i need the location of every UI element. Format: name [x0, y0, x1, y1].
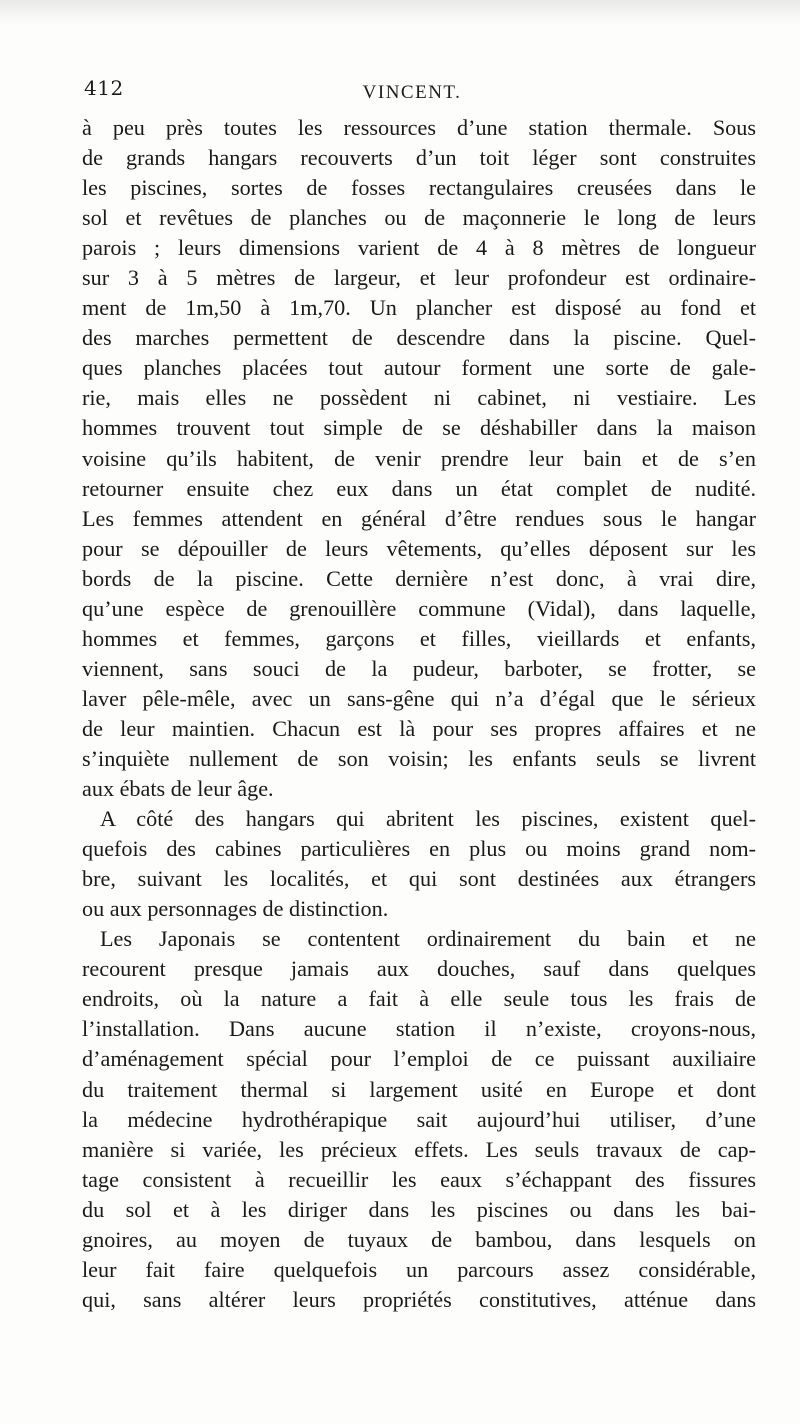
text-line: voisine qu’ils habitent, de venir prendre leur bain et de s’en — [82, 445, 756, 471]
text-line: la médecine hydrothérapique sait aujourd’hui utiliser, d’une — [82, 1106, 756, 1132]
text-line: l’installation. Dans aucune station il n’existe, croyons-nous, — [82, 1016, 756, 1042]
text-line: sol et revêtues de planches ou de maçonnerie le long de leurs — [82, 205, 756, 231]
text-line: du sol et à les diriger dans les piscines ou dans les bai- — [82, 1196, 756, 1222]
text-line: endroits, où la nature a fait à elle seule tous les frais de — [82, 986, 756, 1012]
text-line: aux ébats de leur âge. — [82, 776, 274, 802]
scan-edge — [0, 0, 800, 26]
text-line: bords de la piscine. Cette dernière n’est donc, à vrai dire, — [82, 565, 756, 591]
text-line: s’inquiète nullement de son voisin; les enfants seuls se livrent — [82, 745, 756, 771]
text-line: de leur maintien. Chacun est là pour ses propres affaires et ne — [82, 715, 756, 741]
text-line: A côté des hangars qui abritent les piscines, existent quel- — [100, 806, 756, 832]
text-line: Les femmes attendent en général d’être rendues sous le hangar — [82, 505, 756, 531]
text-line: qu’une espèce de grenouillère commune (Vidal), dans laquelle, — [82, 595, 756, 621]
text-line: quefois des cabines particulières en plus ou moins grand nom- — [82, 836, 756, 862]
text-line: les piscines, sortes de fosses rectangulaires creusées dans le — [82, 175, 756, 201]
text-line: pour se dépouiller de leurs vêtements, qu’elles déposent sur les — [82, 535, 756, 561]
running-title: VINCENT. — [362, 82, 462, 103]
text-line: retourner ensuite chez eux dans un état complet de nudité. — [82, 475, 756, 501]
text-line: du traitement thermal si largement usité en Europe et dont — [82, 1076, 756, 1102]
text-line: rie, mais elles ne possèdent ni cabinet, ni vestiaire. Les — [82, 385, 756, 411]
page-number: 412 — [84, 76, 124, 100]
text-line: ques planches placées tout autour forment une sorte de gale- — [82, 355, 756, 381]
text-line: qui, sans altérer leurs propriétés constitutives, atténue dans — [82, 1286, 756, 1312]
text-line: laver pêle-mêle, avec un sans-gêne qui n’a d’égal que le sérieux — [82, 685, 756, 711]
text-line: parois ; leurs dimensions varient de 4 à 8 mètres de longueur — [82, 235, 756, 261]
text-line: recourent presque jamais aux douches, sauf dans quelques — [82, 956, 756, 982]
body-text — [82, 113, 756, 1315]
text-line: hommes trouvent tout simple de se déshabiller dans la maison — [82, 415, 756, 441]
text-line: hommes et femmes, garçons et filles, vieillards et enfants, — [82, 625, 756, 651]
running-head — [0, 76, 800, 108]
text-line: manière si variée, les précieux effets. Les seuls travaux de cap- — [82, 1136, 756, 1162]
text-line: bre, suivant les localités, et qui sont destinées aux étrangers — [82, 866, 756, 892]
text-line: gnoires, au moyen de tuyaux de bambou, dans lesquels on — [82, 1226, 756, 1252]
text-line: ment de 1m,50 à 1m,70. Un plancher est disposé au fond et — [82, 295, 756, 321]
text-line: ou aux personnages de distinction. — [82, 896, 389, 922]
text-line: à peu près toutes les ressources d’une station thermale. Sous — [82, 115, 756, 140]
text-line: des marches permettent de descendre dans la piscine. Quel- — [82, 325, 756, 351]
text-line: Les Japonais se contentent ordinairement du bain et ne — [100, 926, 756, 952]
text-line: viennent, sans souci de la pudeur, barboter, se frotter, se — [82, 655, 756, 681]
text-line: de grands hangars recouverts d’un toit léger sont construites — [82, 145, 756, 171]
text-line: tage consistent à recueillir les eaux s’échappant des fissures — [82, 1166, 756, 1192]
text-line: leur fait faire quelquefois un parcours assez considérable, — [82, 1256, 756, 1282]
text-line: sur 3 à 5 mètres de largeur, et leur profondeur est ordinaire- — [82, 265, 756, 291]
text-line: d’aménagement spécial pour l’emploi de ce puissant auxiliaire — [82, 1046, 756, 1072]
